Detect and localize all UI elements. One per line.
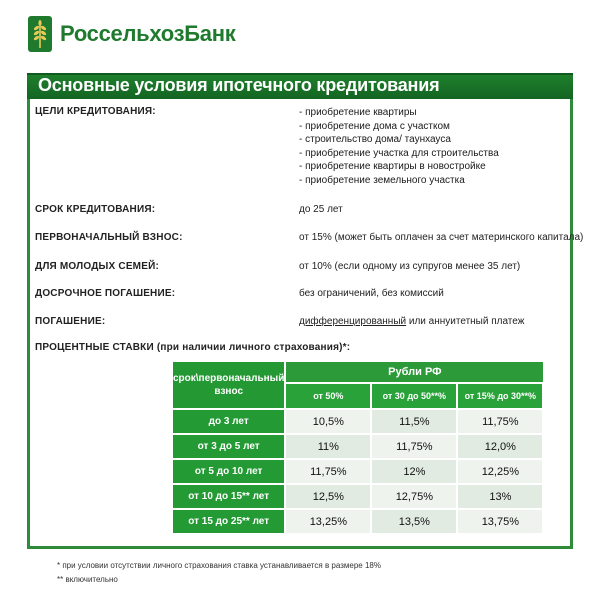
column-header: от 30 до 50**% (371, 383, 457, 409)
list-item: - приобретение участка для строительства (299, 147, 499, 159)
rate-cell: 13,25% (285, 509, 371, 534)
list-item: - приобретение квартиры в новостройке (299, 161, 486, 173)
corner-header: срок\первоначальный взнос (173, 362, 285, 409)
table-row (173, 509, 543, 534)
row-term: от 10 до 15** лет (173, 484, 285, 509)
rate-cell: 13% (457, 484, 543, 509)
bank-name: РоссельхозБанк (60, 21, 236, 46)
table-row (173, 409, 543, 434)
list-item: - строительство дома/ таунхауса (299, 134, 451, 146)
rate-cell: 12,0% (457, 434, 543, 459)
table-row (173, 434, 543, 459)
repayment-value-differentiated: дифференцированный (299, 316, 407, 327)
term-value: до 25 лет (299, 204, 343, 215)
rate-cell: 12,5% (285, 484, 371, 509)
row-term: от 5 до 10 лет (173, 459, 285, 484)
repayment-value-annuity: или аннуитетный платеж (406, 316, 525, 327)
down-payment-label: ПЕРВОНАЧАЛЬНЫЙ ВЗНОС: (35, 232, 183, 243)
rates-table (173, 362, 544, 535)
early-repayment-value: без ограничений, без комиссий (299, 288, 444, 299)
rate-cell: 11,5% (371, 409, 457, 434)
row-term: до 3 лет (173, 409, 285, 434)
column-header: от 15% до 30**% (457, 383, 543, 409)
goals-list (299, 106, 499, 188)
table-row (173, 484, 543, 509)
down-payment-value: от 15% (может быть оплачен за счет материнского капитала) (299, 232, 584, 243)
bank-logo (26, 12, 235, 56)
rate-cell: 12% (371, 459, 457, 484)
wheat-emblem-icon (26, 14, 54, 54)
row-term: от 15 до 25** лет (173, 509, 285, 534)
term-label: СРОК КРЕДИТОВАНИЯ: (35, 204, 156, 215)
rates-label: ПРОЦЕНТНЫЕ СТАВКИ (при наличии личного страхования)*: (35, 342, 351, 353)
young-families-value: от 10% (если одному из супругов менее 35 лет) (299, 261, 521, 272)
list-item: - приобретение квартиры (299, 107, 417, 118)
rate-cell: 11,75% (285, 459, 371, 484)
list-item: - приобретение земельного участка (299, 174, 465, 186)
rate-cell: 12,25% (457, 459, 543, 484)
bottom-divider (27, 546, 573, 549)
footnote-inclusive: ** включительно (57, 575, 118, 584)
young-families-label: ДЛЯ МОЛОДЫХ СЕМЕЙ: (35, 261, 160, 272)
rate-cell: 11,75% (457, 409, 543, 434)
goals-label: ЦЕЛИ КРЕДИТОВАНИЯ: (35, 106, 156, 117)
repayment-label: ПОГАШЕНИЕ: (35, 316, 106, 327)
early-repayment-label: ДОСРОЧНОЕ ПОГАШЕНИЕ: (35, 288, 176, 299)
page-title: Основные условия ипотечного кредитования (38, 75, 440, 95)
list-item: - приобретение дома с участком (299, 120, 450, 132)
currency-header: Рубли РФ (285, 362, 543, 383)
table-header-row (173, 362, 543, 383)
rate-cell: 13,5% (371, 509, 457, 534)
rate-cell: 11,75% (371, 434, 457, 459)
rate-cell: 12,75% (371, 484, 457, 509)
rate-cell: 11% (285, 434, 371, 459)
row-term: от 3 до 5 лет (173, 434, 285, 459)
rate-cell: 13,75% (457, 509, 543, 534)
footnote-insurance: * при условии отсутствии личного страхования ставка устанавливается в размере 18% (57, 561, 381, 570)
column-header: от 50% (285, 383, 371, 409)
table-row (173, 459, 543, 484)
rate-cell: 10,5% (285, 409, 371, 434)
repayment-value (299, 316, 524, 327)
